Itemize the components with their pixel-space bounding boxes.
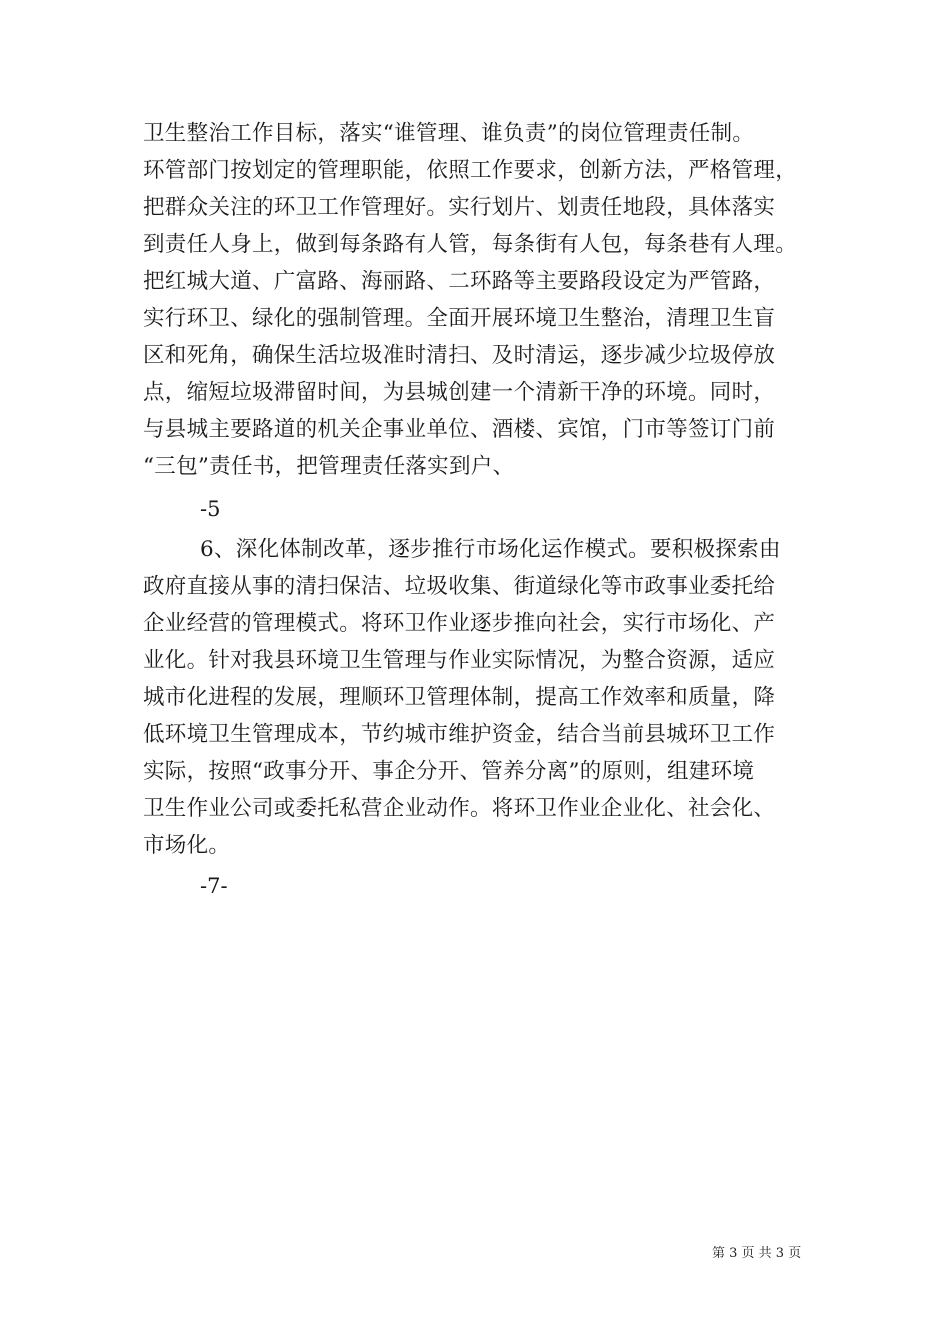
page-marker: -5 xyxy=(200,497,221,521)
paragraph-line: 把群众关注的环卫工作管理好。实行划片、划责任地段，具体落实 xyxy=(143,195,776,220)
paragraph-line: 卫生作业公司或委托私营企业动作。将环卫作业企业化、社会化、 xyxy=(143,796,776,821)
paragraph-line: 与县城主要路道的机关企事业单位、酒楼、宾馆，门市等签订门前 xyxy=(143,417,776,442)
paragraph-line: 卫生整治工作目标，落实“谁管理、谁负责”的岗位管理责任制。 xyxy=(143,121,755,146)
paragraph-line: 低环境卫生管理成本，节约城市维护资金，结合当前县城环卫工作 xyxy=(143,722,776,747)
paragraph-line: 实行环卫、绿化的强制管理。全面开展环境卫生整治，清理卫生盲 xyxy=(143,306,776,331)
paragraph-line: 业化。针对我县环境卫生管理与作业实际情况，为整合资源，适应 xyxy=(143,648,776,673)
paragraph-line: 市场化。 xyxy=(143,833,231,858)
paragraph-line: 环管部门按划定的管理职能，依照工作要求，创新方法，严格管理， xyxy=(143,158,798,183)
paragraph-line: 点，缩短垃圾滞留时间，为县城创建一个清新干净的环境。同时， xyxy=(143,380,776,405)
paragraph-line: 6、深化体制改革，逐步推行市场化运作模式。要积极探索由 xyxy=(200,537,781,562)
paragraph-line: 区和死角，确保生活垃圾准时清扫、及时清运，逐步减少垃圾停放 xyxy=(143,343,776,368)
paragraph-line: “三包”责任书，把管理责任落实到户、 xyxy=(143,454,515,479)
paragraph-line: 实际，按照“政事分开、事企分开、管养分离”的原则，组建环境 xyxy=(143,759,755,784)
paragraph-line: 城市化进程的发展，理顺环卫管理体制，提高工作效率和质量，降 xyxy=(143,685,776,710)
paragraph-line: 到责任人身上，做到每条路有人管，每条街有人包，每条巷有人理。 xyxy=(143,232,798,257)
paragraph-line: 政府直接从事的清扫保洁、垃圾收集、街道绿化等市政事业委托给 xyxy=(143,574,776,599)
page-footer: 第 3 页 共 3 页 xyxy=(712,1246,802,1261)
page-marker: -7- xyxy=(200,874,228,898)
paragraph-line: 把红城大道、广富路、海丽路、二环路等主要路段设定为严管路， xyxy=(143,269,776,294)
paragraph-line: 企业经营的管理模式。将环卫作业逐步推向社会，实行市场化、产 xyxy=(143,611,776,636)
